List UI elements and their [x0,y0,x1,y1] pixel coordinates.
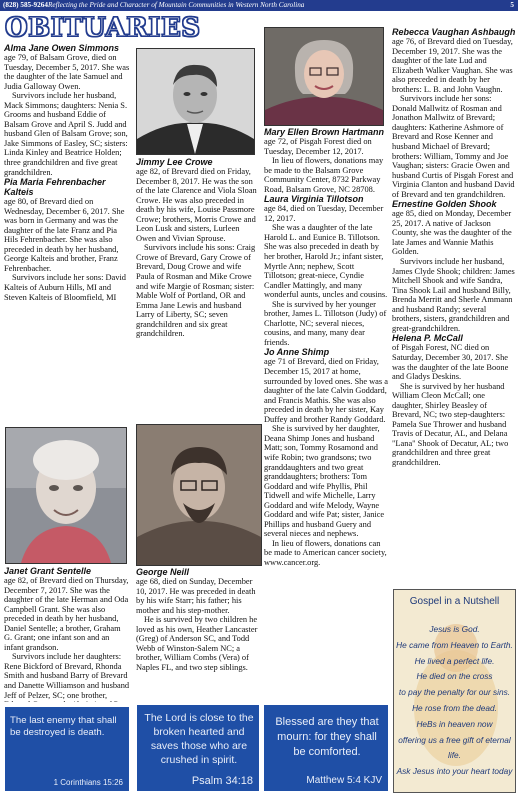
obituary-text: Survivors include her sons: Donald Mallwitz of Rosman and Jonathon Mallwitz of Brevard; daughters: Katherine Ashmore of Brevard and Rose Kenner and husband Michael of Brevard; brothers: William, Tommy and Joe Vaughan; sisters: Gracie Owen and husband Curtis of Pisgah Forest and Virginia Clanton and husband David of Brevard and ten grandchildren. [392,94,515,199]
gospel-title: Gospel in a Nutshell [409,596,500,607]
obituary-text: In lieu of flowers, donations can be made to American cancer society, www.cancer.org. [264,538,387,567]
obituary-text: age 79, of Balsam Grove, died on Tuesday, December 5, 2017. She was the daughter of the late Samuel and Judia Galloway Owen. [4,53,130,91]
obituary-text: Survivors include his sons: Craig Crowe of Brevard, Gary Crowe of Brevard, Doug Crowe and wife Paula of Rosman and Mike Crowe and wife Margie of Rosman; sister: Mable Wolf of Portland, OR and Emma Jane Lewis and husband Larry of Liberty, SC; seven grandchildren and six great grandchildren. [136,243,256,339]
gospel-line: offering us a free gift of eternal life. [398,734,511,761]
obituary-text: Survivors include her husband, James Clyde Shook; children: James Mitchell Shook and wife Sandra, Tina Shook Lail and husband Billy, Brenda Merritt and Sherle Ammann and husband Randy; several brothers, sisters, grandchildren and great-grandchildren. [392,257,515,333]
column-3-obituaries [264,127,388,695]
header-tagline: Reflecting the Pride and Character of Mountain Communities in Western North Carolina [48,1,305,9]
gospel-line: Jesus is God. [429,624,480,634]
obituary-text: Survivors include her sons: David Kalteis of Auburn Hills, MI and Steven Kalteis of Bloomfield, MI [4,273,126,301]
gospel-line: He lived a perfect life. [414,655,495,666]
obituary-text: age 71 of Brevard, died on Friday, December 15, 2017 at home, surrounded by loved ones. She was a daughter of the late Calvin Goddard, and Francis Mathis. She was also preceded in death by her sister, Kay Duffey and brother Randy Goddard. [264,357,388,424]
gospel-line: He rose from the dead. [412,702,497,713]
gospel-line: Ask Jesus into your heart today [396,766,513,777]
obituary-text: She is survived by her husband William Cleon McCall; one daughter, Shirley Beasley of Brevard, NC; two step-daughters: Pamela Sue Thrower and husband Travis of Decatur, AL, and Delana "Lana" Shook of Decatur, AL; two grandchildren and three great grandchildren. [392,381,509,467]
photo-sentelle [5,427,127,564]
gospel-lines [396,622,513,780]
obituary-text: age 82, of Brevard died on Friday, December 8, 2017. He was the son of the late Clarence and Viola Sloan Crowe. He was also preceded in death by his wife, Louise Passmore Crowe; brothers, Morris Crowe and Leon Lusk and sisters, Lurleen Owen and Vivian Sprouse. [136,167,257,243]
obituary-text: age 72, of Pisgah Forest died on Tuesday, December 12, 2017. [264,137,372,156]
obituary-text: Survivors include her husband, Mack Simmons; daughters: Nenia S. Grooms and husband Eddie of Balsam Grove and April S. Judd and husband Glen of Balsam Grove; son, Jake Simmons of Easley, SC; sisters: Linda Kinley and Beatrice Holden; three grandchildren and five great grandchildren. [4,91,128,177]
obituary-name: Rebecca Vaughan Ashbaugh [392,27,516,37]
obituary-simmons [4,43,130,301]
obituary-text: age 80, of Brevard died on Wednesday, December 6, 2017. She was born in Germany and was the daughter of the late Franz and Pia Hils Fehrenbacher. She was also preceded in death by her husband, George Kalteis and brother, Franz Fehrenbacher. [4,197,125,273]
photo-neill [136,424,262,566]
obituary-text: She was a daughter of the late Harold L. and Eunice B. Tillotson. She was also preceded in death by her brother, Harold Jr.; infant sister, Myrtle Ann; nephew, Scott Tillotson; great-niece, Cyndie Candler Mattingly, and many wonderful aunts, uncles and cousins. [264,223,388,300]
portrait-image [265,28,383,125]
verse-reference: 1 Corinthians 15:26 [53,778,123,787]
obituary-name: Janet Grant Sentelle [4,566,92,576]
obituary-text: In lieu of flowers, donations may be made to the Balsam Grove Community Center, 8732 Parkway Road, Balsam Grove, NC 28708. [264,156,384,194]
obituary-name: Ernestine Golden Shook [392,199,497,210]
photo-crowe [136,48,255,155]
verse-text: The last enemy that shall be destroyed is death. [10,715,117,738]
obituary-name: Jo Anne Shimp [264,347,330,358]
verse-box-corinthians [5,707,129,791]
page-number: 5 [510,1,514,9]
obituary-text: age 76, of Brevard died on Tuesday, December 19, 2017. She was the daughter of the late Lud and Elizabeth Walker Vaughan. She was also preceded in death by her brothers: L. B. and John Vaughn. [392,37,513,94]
obituary-name: Helena P. McCall [392,333,463,344]
obituary-name: Pia Maria Fehrenbacher Kalteis [4,177,106,198]
gospel-box [393,589,516,793]
gospel-line: HeBs in heaven now [416,718,493,729]
obituary-name: Mary Ellen Brown Hartmann [264,127,385,137]
page-header [0,0,518,11]
obituary-text: age 82, of Brevard died on Thursday, December 7, 2017. She was the daughter of the late Herman and Oda Campbell Grant. She was also preceded in death by her husband, Daniel Sentelle; a brother, Graham G. Grant; one infant son and an infant grandson. [4,576,129,652]
obituary-text: age 68, died on Sunday, December 10, 2017. He was preceded in death by his wife Starr; his father; his mother and his step-mother. [136,577,256,615]
obituary-text: Survivors include her daughters: Rene Bickford of Brevard, Rhonda Smith and husband Barry of Brevard and Danette Williamson and husband Jeff of Pelzer, SC; one brother, [4,652,130,700]
obituary-text: He is survived by two children he loved as his own, Heather Lancaster (Greg) of Anderson SC, and Todd Webb of Winston-Salem NC; a brother, William Combs (Vera) of Naples FL, and two step siblings. [136,615,258,672]
obituary-name: Laura Virginia Tillotson [264,194,364,205]
verse-box-psalm [137,705,259,791]
gospel-line: to pay the penalty for our sins. [398,687,511,698]
obituary-name: George Neill [136,567,190,577]
obituary-text: She is survived by her daughter, Deana Shimp Jones and husband Matt; son, Tommy Rosamond and wife Robin; two grandsons; two granddaughters and two great granddaughters; brothers: Tom Goddard and wife Phyllis, Phil Tidwell and wife Michelle, Larry Goddard and wife Melody, Wayne Goddard and wife Pat; sister, Janice Phillips and husband Guery and several nieces and nephews. [264,424,385,539]
verse-reference: Matthew 5:4 KJV [306,775,382,786]
column-4-obituaries [392,27,516,586]
obituary-crowe [136,157,260,422]
gospel-line: He came from Heaven to Earth. [396,639,513,650]
verse-reference: Psalm 34:18 [191,775,253,787]
photo-hartmann [264,27,384,126]
obituary-neill [136,567,260,702]
portrait-image [6,428,126,563]
verse-text: The Lord is close to the broken hearted and saves those who are crushed in spirit. [144,712,254,766]
obituary-name: Jimmy Lee Crowe [136,157,213,167]
obituary-text: age 84, died on Tuesday, December 12, 2017. [264,204,384,223]
obituary-text: of Pisgah Forest, NC died on Saturday, December 30, 2017. She was the daughter of the late Boone and Gladys Deskins. [392,343,509,382]
gospel-line: He died on the cross [416,671,493,682]
portrait-image [137,425,261,565]
section-title: OBITUARIES [5,13,201,43]
portrait-image [137,49,254,154]
phone-number: (828) 585-9264 [3,1,48,9]
obituary-text: age 85, died on Monday, December 25, 2017. A native of Jackson County, she was the daughter of the late James and Wannie Mathis Golden. [392,209,512,257]
obituary-text: She is survived by her younger brother, James L. Tillotson (Judy) of Charlotte, NC; several nieces, cousins, and many, many dear friends. [264,299,387,347]
obituary-sentelle [4,566,130,702]
verse-box-matthew [264,705,388,791]
obituary-name: Alma Jane Owen Simmons [4,43,120,53]
verse-text: Blessed are they that mourn: for they shall be comforted. [275,716,379,758]
